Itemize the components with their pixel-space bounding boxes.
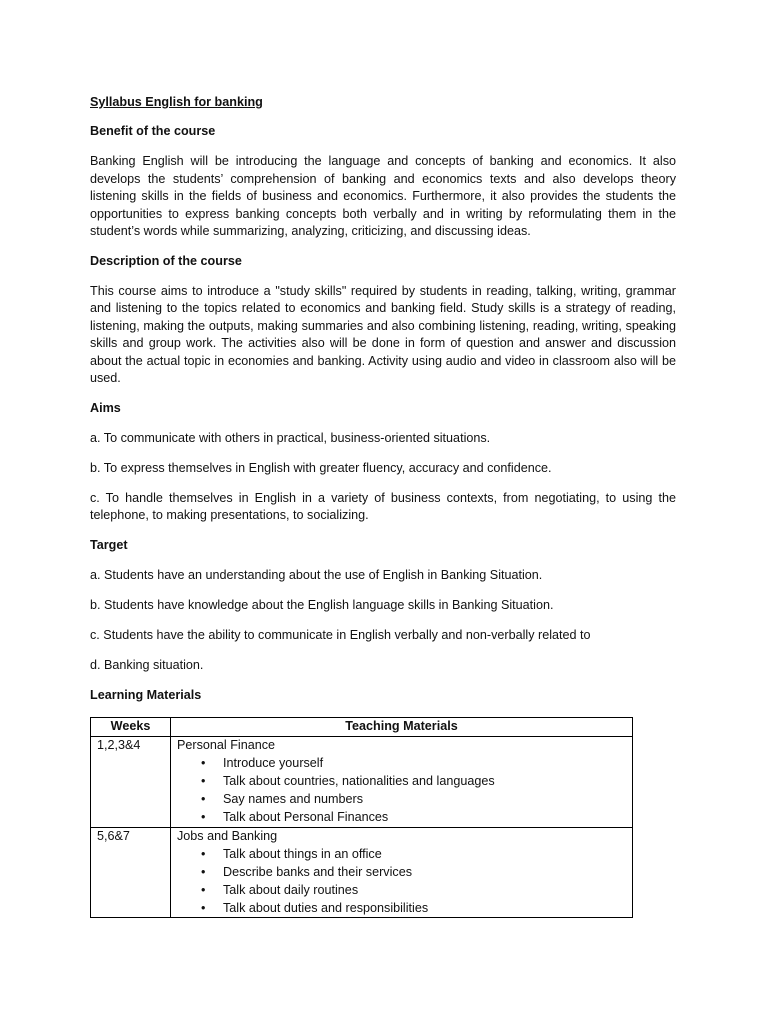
weeks-cell: 1,2,3&4 [91, 737, 171, 828]
materials-cell [171, 827, 633, 918]
list-item: • Say names and numbers [223, 791, 626, 809]
table-header-row [91, 718, 633, 737]
topic-title: Personal Finance [177, 738, 276, 753]
description-paragraph: This course aims to introduce a "study skills" required by students in reading, talking, writing, grammar and listening to the topics related to economics and banking field. Study skills is a strategy of reading, listening, making the outputs, making summaries and also combining listening, reading, writing, speaking skills and group work. The activities also will be done in form of question and answer and discussion about the actual topic in economies and banking. Activity using audio and video in classroom also will be used. [90, 284, 676, 386]
list-item: • Describe banks and their services [223, 864, 626, 882]
table-row [91, 827, 633, 918]
aim-item-b: b. To express themselves in English with greater fluency, accuracy and confidence. [90, 461, 552, 476]
list-item: • Talk about countries, nationalities and languages [223, 773, 626, 791]
materials-heading: Learning Materials [90, 688, 202, 703]
description-heading: Description of the course [90, 254, 242, 269]
benefit-heading: Benefit of the course [90, 124, 216, 139]
aims-heading: Aims [90, 401, 121, 416]
aim-item-a: a. To communicate with others in practical, business-oriented situations. [90, 431, 491, 446]
target-item-b: b. Students have knowledge about the English language skills in Banking Situation. [90, 598, 554, 613]
document-body [90, 94, 676, 918]
target-heading: Target [90, 538, 128, 553]
list-item: • Talk about things in an office [223, 846, 626, 864]
list-item: • Talk about duties and responsibilities [223, 900, 626, 918]
document-title: Syllabus English for banking [90, 95, 263, 109]
target-item-c: c. Students have the ability to communicate in English verbally and non-verbally related to [90, 628, 591, 643]
weeks-column-header: Weeks [91, 718, 171, 737]
target-item-a: a. Students have an understanding about the use of English in Banking Situation. [90, 568, 543, 583]
learning-materials-table [90, 717, 633, 918]
target-item-d: d. Banking situation. [90, 658, 204, 673]
aim-item-c: c. To handle themselves in English in a variety of business contexts, from negotiating, to using the telephone, to making presentations, to socializing. [90, 491, 676, 523]
weeks-cell: 5,6&7 [91, 827, 171, 918]
teaching-materials-column-header: Teaching Materials [171, 718, 633, 737]
list-item: • Talk about Personal Finances [223, 809, 626, 827]
topic-list [177, 846, 626, 918]
list-item: • Talk about daily routines [223, 882, 626, 900]
topic-list [177, 755, 626, 827]
topic-title: Jobs and Banking [177, 828, 278, 843]
benefit-paragraph: Banking English will be introducing the language and concepts of banking and economics. It also develops the students’ comprehension of banking and economics texts and also develops theory listening skills in the fields of business and economics. Furthermore, it also provides the students the opportunities to express banking concepts both verbally and in writing by reformulating them in the student’s words while summarizing, analyzing, criticizing, and discussing ideas. [90, 154, 676, 239]
list-item: • Introduce yourself [223, 755, 626, 773]
table-row [91, 737, 633, 828]
materials-cell [171, 737, 633, 828]
